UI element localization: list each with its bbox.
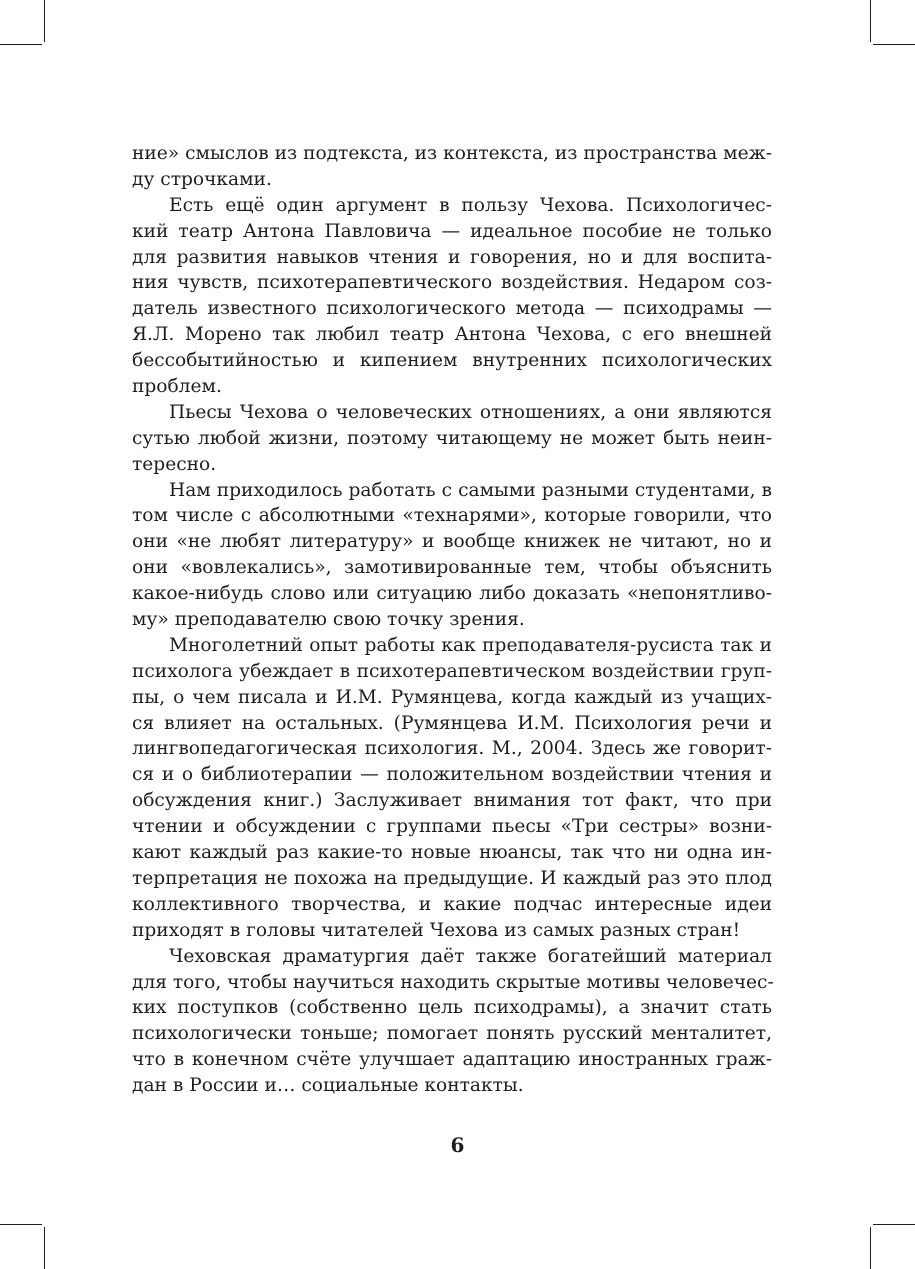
crop-mark-top-left-vertical — [44, 0, 45, 42]
text-line: психологически тоньше; помогает понять русский менталитет, — [132, 1023, 772, 1045]
page-number: 6 — [450, 1133, 465, 1157]
text-line: сутью любой жизни, поэтому читающему не может быть неин- — [132, 427, 772, 449]
text-line: датель известного психологического метода — психодрамы — — [132, 298, 772, 320]
text-line: том числе с абсолютными «технарями», которые говорили, что — [132, 505, 772, 527]
text-line: кий театр Антона Павловича — идеальное пособие не только — [132, 220, 772, 242]
text-line: ду строчками. — [132, 168, 272, 190]
crop-mark-top-right-vertical — [870, 0, 871, 42]
crop-mark-top-right-horizontal — [873, 44, 915, 45]
text-line: Пьесы Чехова о человеческих отношениях, а они являются — [169, 401, 772, 423]
text-line: психолога убеждает в психотерапевтическом воздействии груп- — [132, 660, 772, 682]
text-line: чтении и обсуждении с группами пьесы «Три сестры» возни- — [132, 816, 772, 838]
text-line: обсуждения книг.) Заслуживает внимания тот факт, что при — [132, 790, 772, 812]
text-line: для развития навыков чтения и говорения, но и для воспита- — [132, 246, 772, 268]
text-line: ся влияет на остальных. (Румянцева И.М. Психология речи и — [132, 712, 772, 734]
text-line: му» преподавателю свою точку зрения. — [132, 609, 525, 631]
text-line: ся и о библиотерапии — положительном воздействии чтения и — [132, 764, 772, 786]
text-line: приходят в головы читателей Чехова из самых разных стран! — [132, 919, 741, 941]
text-line: ких поступков (собственно цель психодрамы), а значит стать — [132, 997, 772, 1019]
text-line: Нам приходилось работать с самыми разными студентами, в — [169, 479, 772, 501]
text-line: кают каждый раз какие-то новые нюансы, так что ни одна ин- — [132, 842, 772, 864]
text-line: Чеховская драматургия даёт также богатейший материал — [169, 945, 772, 967]
crop-mark-top-left-horizontal — [0, 44, 42, 45]
text-line: ния чувств, психотерапевтического воздействия. Недаром соз- — [132, 272, 772, 294]
text-line: тересно. — [132, 453, 217, 475]
crop-mark-bottom-left-horizontal — [0, 1224, 42, 1225]
text-line: Есть ещё один аргумент в пользу Чехова. Психологичес- — [169, 194, 772, 216]
text-line: для того, чтобы научиться находить скрытые мотивы человечес- — [132, 971, 774, 993]
text-line: они «не любят литературу» и вообще книжек не читают, но и — [132, 531, 772, 553]
text-line: коллективного творчества, и какие подчас интересные идеи — [132, 893, 772, 915]
text-line: пы, о чем писала и И.М. Румянцева, когда каждый из учащих- — [132, 686, 772, 708]
text-line: Я.Л. Морено так любил театр Антона Чехова, с его внешней — [132, 324, 772, 346]
text-line: проблем. — [132, 376, 222, 398]
text-line: лингвопедагогическая психология. М., 2004. Здесь же говорит- — [132, 738, 772, 760]
text-line: бессобытийностью и кипением внутренних психологических — [132, 350, 772, 372]
text-line: ние» смыслов из подтекста, из контекста, из пространства меж- — [132, 143, 772, 164]
crop-mark-bottom-right-vertical — [870, 1227, 871, 1269]
text-line: какое-нибудь слово или ситуацию либо доказать «непонятливо- — [132, 583, 772, 605]
text-line: что в конечном счёте улучшает адаптацию иностранных граж- — [132, 1049, 772, 1071]
text-line: дан в России и… социальные контакты. — [132, 1075, 524, 1097]
body-text — [132, 141, 772, 1099]
text-line: Многолетний опыт работы как преподавателя-русиста так и — [169, 634, 772, 656]
text-line: они «вовлекались», замотивированные тем, чтобы объяснить — [132, 557, 772, 579]
crop-mark-bottom-right-horizontal — [873, 1224, 915, 1225]
crop-mark-bottom-left-vertical — [44, 1227, 45, 1269]
text-line: терпретация не похожа на предыдущие. И каждый раз это плод — [132, 867, 772, 889]
